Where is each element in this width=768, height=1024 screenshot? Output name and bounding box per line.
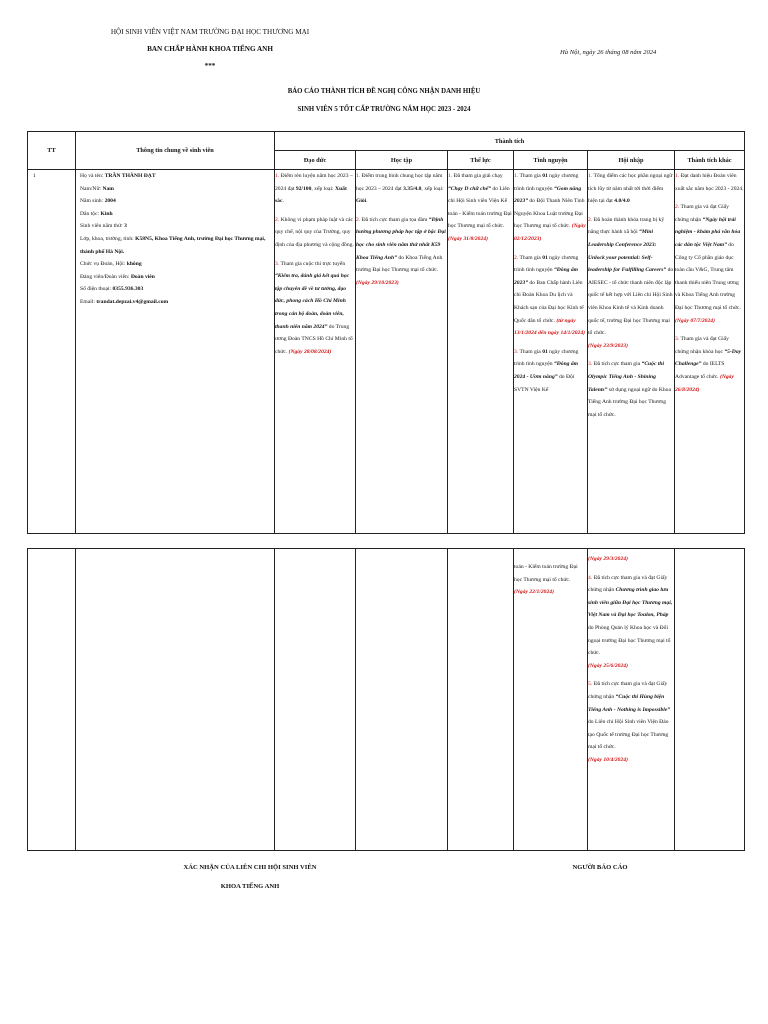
confirmation-title-line1: XÁC NHẬN CỦA LIÊN CHI HỘI SINH VIÊN bbox=[183, 864, 317, 871]
header-student-info: Thông tin chung về sinh viên bbox=[76, 132, 275, 170]
reporter-title: NGƯỜI BÁO CÁO bbox=[572, 864, 628, 871]
header-thanh-tich-khac: Thành tích khác bbox=[675, 151, 745, 170]
dao-duc-item-2: 2. Không vi phạm pháp luật và các quy chế, nội quy của Trường, quy định của địa phương và cộng đồng. bbox=[275, 216, 354, 248]
hoc-tap-item-1: 1. Điểm trung bình chung học tập năm học 2023 – 2024 đạt 3.35/4.0, xếp loại: Giỏi. bbox=[356, 173, 444, 205]
thanh-tich-khac-cell bbox=[675, 170, 745, 534]
khac-item-1: 1. Đạt danh hiệu Đoàn viên xuất sắc năm học 2023 - 2024. bbox=[675, 173, 744, 192]
document-title-line2: SINH VIÊN 5 TỐT CẤP TRƯỜNG NĂM HỌC 2023 - 2024 bbox=[297, 106, 471, 113]
khac-item-3: 3. Tham gia và đạt Giấy chứng nhận khóa học “5-Day Challenge” do IELTS Advantage tổ chức. (Ngày 26/8/2024) bbox=[675, 336, 742, 393]
student-info-cell bbox=[76, 170, 275, 534]
achievement-table-page1 bbox=[27, 131, 745, 534]
hoi-nhap-item-2: 2. Đã hoàn thành khóa trang bị kỹ năng thực hành xã hội “Mini Leadership Conference 2023: Unlock your potential: Self-leadership for Fulfilling Careers” do AIESEC - tổ chức thanh niên độc lập quốc tế kết hợp với Liên chi Hội Sinh viên Khoa Kinh tế và Kinh doanh quốc tế, trường Đại học Thương mại tổ chức. (Ngày 23/9/2023) bbox=[588, 216, 674, 349]
cont-tinh-nguyen-cell bbox=[514, 549, 588, 851]
hoi-nhap-item-5: 5. Đã tích cực tham gia và đạt Giấy chứng nhận “Cuộc thi Hùng biện Tiếng Anh - Nothing is Impossible” do Liên chi Hội Sinh viên Viện Đào tạo Quốc tế trường Đại học Thương mại tổ chức. (Ngày 10/4/2024) bbox=[588, 681, 671, 763]
hoi-nhap-item-3-date: (Ngày 29/3/2024) bbox=[588, 556, 628, 562]
hoc-tap-item-2: 2. Đã tích cực tham gia tọa đàm “Định hướng phương pháp học tập ở bậc Đại học cho sinh viên năm thứ nhất K59 Khoa Tiếng Anh” do Khoa Tiếng Anh trường Đại học Thương mại tổ chức. (Ngày 29/10/2023) bbox=[356, 216, 446, 286]
dao-duc-item-1: 1. Điểm rèn luyện năm học 2023 – 2024 đạt 92/100, xếp loại: Xuất sắc. bbox=[275, 173, 353, 205]
student-membership: Đảng viên/Đoàn viên: Đoàn viên bbox=[80, 273, 155, 280]
hoi-nhap-cell bbox=[588, 170, 675, 534]
student-phone: Số điện thoại: 0355.936.303 bbox=[80, 286, 144, 293]
header-dao-duc: Đạo đức bbox=[275, 151, 356, 170]
khac-item-2: 2. Tham gia và đạt Giấy chứng nhận “Ngày hội trải nghiệm - khám phá văn hóa các dân tộc Việt Nam” do Công ty Cổ phần giáo dục toàn cầu V&G, Trung tâm thanh thiếu niên Trung ương và Khoa Tiếng Anh trường Đại học Thương mại tổ chức. (Ngày 07/7/2024) bbox=[675, 204, 741, 324]
tinh-nguyen-item-3-cont: toán - Kiểm toán trường Đại học Thương mại tổ chức. (Ngày 22/1/2024) bbox=[514, 564, 578, 596]
hoi-nhap-item-4: 4. Đã tích cực tham gia và đạt Giấy chứng nhận Chương trình giao lưu sinh viên giữa Đại học Thương mại, Việt Nam và Đại học Toulon, Pháp do Phòng Quản lý Khoa học và Đối ngoại trường Đại học Thương mại tổ chức. (Ngày 25/6/2024) bbox=[588, 574, 673, 669]
cont-dao-duc-cell bbox=[275, 549, 356, 851]
student-email: Email: trandat.depzai.v4@gmail.com bbox=[80, 298, 169, 305]
org-separator: *** bbox=[204, 62, 216, 70]
cont-the-luc-cell bbox=[448, 549, 514, 851]
confirmation-title-line2: KHOA TIẾNG ANH bbox=[220, 883, 280, 890]
hoc-tap-cell bbox=[356, 170, 448, 534]
header-the-luc: Thể lực bbox=[448, 151, 514, 170]
cont-hoi-nhap-cell bbox=[588, 549, 675, 851]
dao-duc-item-3: 3. Tham gia cuộc thi trực tuyến “Kiểm tra, đánh giá kết quả học tập chuyên đề về tư tưởng, đạo đức, phong cách Hồ Chí Minh trong cán bộ đoàn, đoàn viên, thanh niên năm 2024” do Trung ương Đoàn TNCS Hồ Chí Minh tổ chức. (Ngày 28/08/2024) bbox=[275, 260, 353, 355]
dao-duc-cell bbox=[275, 170, 356, 534]
student-position: Chức vụ Đoàn, Hội: không bbox=[80, 261, 142, 268]
tinh-nguyen-item-1: 1. Tham gia 01 ngày chương trình tình nguyện “Gom nắng 2023” do Đội Thanh Niên Tình Nguyện Khoa Luật trường Đại học Thương mại tổ chức. (Ngày 02/12/2023) bbox=[514, 173, 586, 242]
hoi-nhap-item-1: 1. Tổng điểm các học phần ngoại ngữ tích lũy từ năm nhất tới thời điểm hiện tại đạt 4.0/4.0 bbox=[588, 173, 673, 205]
header-hoi-nhap: Hội nhập bbox=[588, 151, 675, 170]
student-class: Lớp, khoa, trường, tỉnh: K58N5, Khoa Tiếng Anh, trường Đại học Thương mại, thành phố Hà Nội. bbox=[80, 235, 266, 255]
header-tinh-nguyen: Tình nguyện bbox=[514, 151, 588, 170]
org-name-line2: BAN CHẤP HÀNH KHOA TIẾNG ANH bbox=[147, 45, 273, 53]
cont-khac-cell bbox=[675, 549, 745, 851]
student-birth-year: Năm sinh: 2004 bbox=[80, 198, 116, 205]
org-name-line1: HỘI SINH VIÊN VIỆT NAM TRƯỜNG ĐẠI HỌC THƯƠNG MẠI bbox=[110, 28, 310, 36]
header-achievements: Thành tích bbox=[275, 132, 745, 151]
student-ethnicity: Dân tộc: Kinh bbox=[80, 210, 113, 217]
tinh-nguyen-item-2: 2. Tham gia 01 ngày chương trình tình nguyện “Đông ấm 2023” do Ban Chấp hành Liên chi Đoàn Khoa Du lịch và Khách sạn của Đại học Kinh tế Quốc dân tổ chức. (từ ngày 13/1/2024 đến ngày 14/1/2024) bbox=[514, 254, 586, 337]
tinh-nguyen-cell bbox=[514, 170, 588, 534]
cont-info-cell bbox=[76, 549, 275, 851]
student-name: Họ và tên: TRẦN THÀNH ĐẠT bbox=[80, 173, 156, 179]
student-year: Sinh viên năm thứ: 3 bbox=[80, 223, 127, 230]
row-number: 1 bbox=[28, 170, 76, 534]
cont-hoc-tap-cell bbox=[356, 549, 448, 851]
document-title-line1: BÁO CÁO THÀNH TÍCH ĐỀ NGHỊ CÔNG NHẬN DANH HIỆU bbox=[287, 88, 481, 95]
header-hoc-tap: Học tập bbox=[356, 151, 448, 170]
cont-tt-cell bbox=[28, 549, 76, 851]
header-tt: TT bbox=[28, 132, 76, 170]
tinh-nguyen-item-3: 3. Tham gia 01 ngày chương trình tình nguyện “Đông ấm 2024 - Ươm nắng” do Đội SVTN Viện Kế bbox=[514, 348, 579, 393]
achievement-table-page2 bbox=[27, 548, 745, 851]
the-luc-cell bbox=[448, 170, 514, 534]
student-gender: Nam/Nữ: Nam bbox=[80, 185, 114, 192]
the-luc-item-1: 1. Đã tham gia giải chạy “Chạy D chữ chế” do Liên chi Hội Sinh viên Viện Kế toán - Kiểm toán trường Đại học Thương mại tổ chức. (Ngày 31/8/2024) bbox=[448, 173, 512, 242]
document-date: Hà Nội, ngày 26 tháng 08 năm 2024 bbox=[560, 49, 657, 56]
hoi-nhap-item-3: 3. Đã tích cực tham gia “Cuộc thi Olympic Tiếng Anh - Shining Talents” sử dụng ngoại ngữ do Khoa Tiếng Anh trường Đại học Thương mại tổ chức. bbox=[588, 361, 671, 418]
